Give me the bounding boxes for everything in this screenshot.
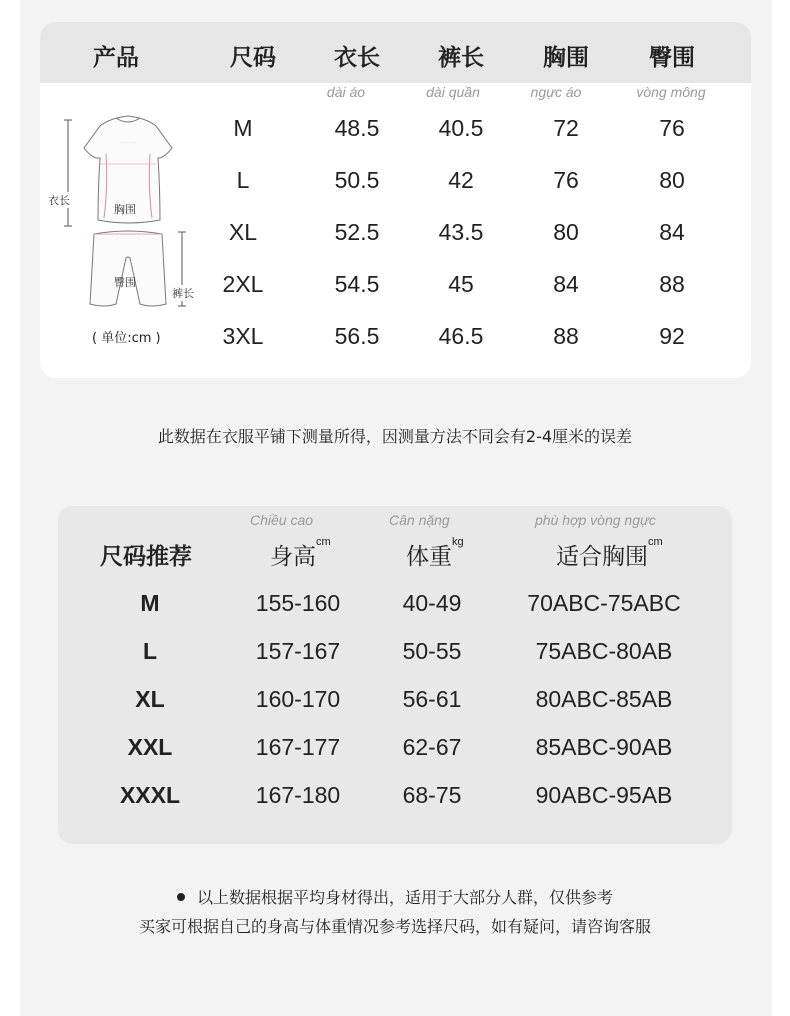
row-pants-length: 40.5 [438,115,484,141]
rec-height: 157-167 [255,638,341,664]
header-size: 尺码 [230,45,276,71]
row-hip: 76 [659,115,685,141]
rec-bust-fit: 90ABC-95AB [535,782,673,808]
row-hip: 88 [659,271,685,297]
rec-height: 160-170 [255,686,341,712]
footer-note-1 [0,885,790,908]
rec-weight: 56-61 [402,686,462,712]
footer-note-2: 买家可根据自己的身高与体重情况参考选择尺码，如有疑问，请咨询客服 [138,917,651,936]
row-hip: 84 [659,219,685,245]
header-height [270,538,331,571]
label-pants-length: 裤长 [172,287,194,300]
row-pants-length: 43.5 [438,219,484,245]
size-recommendation-card [58,506,732,844]
row-chest: 84 [553,271,579,297]
row-chest: 80 [553,219,579,245]
header-height-label: 身高 [270,544,316,570]
footer-note-1-text: 以上数据根据平均身材得出，适用于大部分人群，仅供参考 [196,888,613,907]
row-top-length: 48.5 [334,115,380,141]
row-chest: 76 [553,167,579,193]
header-height-unit: cm [316,536,331,548]
row-pants-length: 42 [448,167,474,193]
size-table-card [40,22,751,378]
header-bust-fit [556,538,663,571]
header-chest: 胸围 [543,45,589,71]
svg-text:· · · · · ·: · · · · · · [119,140,137,146]
rec-height: 167-177 [255,734,341,760]
row-size: 2XL [222,271,264,297]
row-chest: 72 [553,115,579,141]
row-top-length: 50.5 [334,167,380,193]
rec-bust-fit: 85ABC-90AB [535,734,673,760]
rec-weight: 68-75 [402,782,462,808]
recommend-title: 尺码推荐 [100,544,192,570]
header-weight-unit: kg [452,536,464,548]
rec-bust-fit: 80ABC-85AB [535,686,673,712]
header-bust-fit-label: 适合胸围 [556,544,648,570]
label-chest: 胸围 [114,203,136,216]
subheader-height: Chiều cao [250,512,314,528]
header-weight [406,538,464,571]
header-bust-fit-unit: cm [648,536,663,548]
swimsuit-diagram [48,108,208,373]
rec-weight: 40-49 [402,590,462,616]
header-weight-label: 体重 [406,544,452,570]
rec-size: XXXL [119,782,181,808]
row-top-length: 52.5 [334,219,380,245]
row-pants-length: 45 [448,271,474,297]
measurement-note: 此数据在衣服平铺下测量所得，因测量方法不同会有2-4厘米的误差 [157,427,633,446]
subheader-chest: ngực áo [530,84,582,100]
size-table-header [40,22,751,83]
rec-weight: 50-55 [402,638,462,664]
label-length: 衣长 [48,194,70,207]
row-size: L [236,167,250,193]
row-chest: 88 [553,323,579,349]
subheader-pants-length: dài quần [426,84,480,100]
bullet-icon [177,893,185,901]
row-size: M [233,115,253,141]
header-hip: 臀围 [649,45,695,71]
rec-height: 167-180 [255,782,341,808]
header-pants-length: 裤长 [438,45,484,71]
rec-weight: 62-67 [402,734,462,760]
rec-bust-fit: 70ABC-75ABC [527,590,681,616]
subheader-hip: vòng mông [636,84,706,100]
rec-height: 155-160 [255,590,341,616]
row-top-length: 56.5 [334,323,380,349]
label-hip: 臀围 [114,276,136,289]
rec-size: XL [135,686,165,712]
rec-bust-fit: 75ABC-80AB [535,638,673,664]
row-size: XL [228,219,258,245]
rec-size: M [140,590,160,616]
row-pants-length: 46.5 [438,323,484,349]
rec-size: XXL [127,734,173,760]
rec-size: L [142,638,158,664]
row-top-length: 54.5 [334,271,380,297]
header-product: 产品 [93,45,139,71]
subheader-weight: Cân nặng [389,512,450,528]
row-hip: 92 [659,323,685,349]
subheader-bust-fit: phù hợp vòng ngực [535,512,656,528]
row-size: 3XL [222,323,264,349]
header-top-length: 衣长 [334,45,380,71]
row-hip: 80 [659,167,685,193]
subheader-top-length: dài áo [326,84,366,100]
unit-label: ( 单位:cm ) [92,331,161,346]
